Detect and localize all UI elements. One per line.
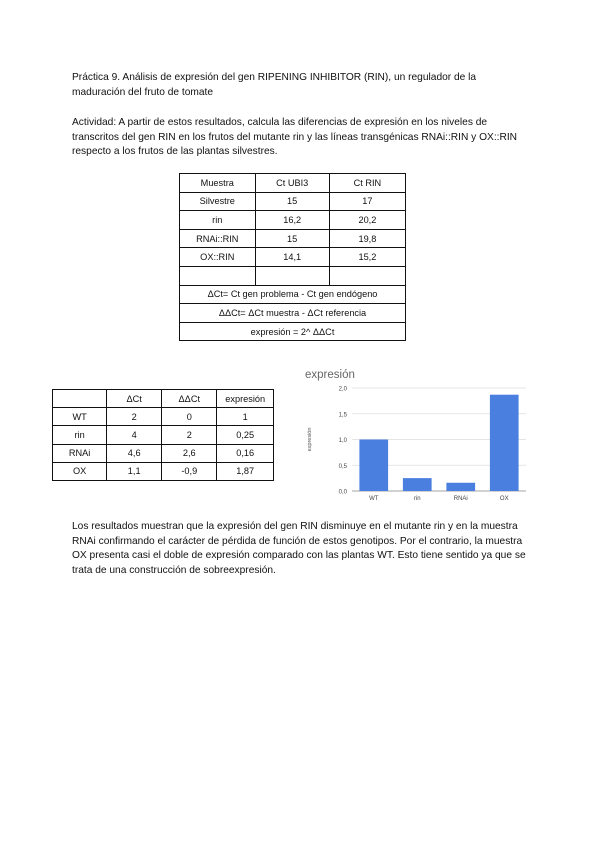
results-cell: WT	[53, 408, 107, 426]
results-row	[53, 408, 274, 426]
y-tick-label: 0,0	[338, 489, 347, 496]
results-header-cell: expresión	[217, 390, 274, 408]
bar-rnai	[446, 483, 475, 491]
bar-ox	[490, 395, 519, 491]
ct-header-cell: Ct RIN	[329, 174, 405, 193]
ct-cell: Silvestre	[180, 192, 256, 211]
results-cell: OX	[53, 462, 107, 480]
results-cell: 2	[162, 426, 217, 444]
formula-delta-delta-ct: ΔΔCt= ΔCt muestra - ΔCt referencia	[180, 304, 406, 323]
results-table	[52, 389, 274, 481]
ct-table-row	[180, 192, 406, 211]
results-cell: 2	[107, 408, 162, 426]
results-cell: 4,6	[107, 444, 162, 462]
x-tick-label: WT	[369, 496, 379, 502]
results-row	[53, 444, 274, 462]
ct-cell	[255, 266, 329, 285]
ct-cell	[329, 266, 405, 285]
ct-cell: 15	[255, 229, 329, 248]
results-cell: 1,87	[217, 462, 274, 480]
ct-cell: 17	[329, 192, 405, 211]
activity-text: Actividad: A partir de estos resultados, calcula las diferencias de expresión en los niveles de transcritos del gen RIN en los frutos del mutante rin y las líneas transgénicas RNAi::RIN y OX::RIN respecto a los frutos de las plantas silvestres.	[72, 117, 518, 157]
results-cell: 2,6	[162, 444, 217, 462]
y-tick-label: 1,0	[338, 438, 347, 444]
ct-header-cell: Ct UBI3	[255, 174, 329, 193]
results-cell: 0,25	[217, 426, 274, 444]
results-cell: 4	[107, 426, 162, 444]
formula-expression: expresión = 2^ ΔΔCt	[180, 322, 406, 341]
results-cell: -0,9	[162, 462, 217, 480]
chart-svg	[300, 362, 530, 510]
ct-cell: 20,2	[329, 211, 405, 230]
bar-wt	[359, 440, 388, 492]
results-row	[53, 462, 274, 480]
formula-row	[180, 304, 406, 323]
y-tick-label: 1,5	[338, 412, 347, 419]
ct-cell	[180, 266, 256, 285]
ct-table-header-row	[180, 174, 406, 193]
ct-table-row	[180, 211, 406, 230]
x-tick-label: rin	[413, 496, 421, 502]
page-title: Práctica 9. Análisis de expresión del gen RIPENING INHIBITOR (RIN), un regulador de la maduración del fruto de tomate	[72, 72, 477, 98]
results-cell: 0	[162, 408, 217, 426]
y-tick-label: 2,0	[338, 386, 347, 393]
chart-title: expresión	[305, 369, 355, 381]
results-header-row	[53, 390, 274, 408]
x-tick-label: OX	[499, 496, 509, 502]
expression-chart	[300, 362, 530, 510]
ct-cell: 15	[255, 192, 329, 211]
ct-table-row-empty	[180, 266, 406, 285]
results-cell: RNAi	[53, 444, 107, 462]
results-cell: rin	[53, 426, 107, 444]
formula-row	[180, 285, 406, 304]
results-row	[53, 426, 274, 444]
x-tick-label: RNAi	[453, 496, 468, 502]
formula-delta-ct: ΔCt= Ct gen problema - Ct gen endógeno	[180, 285, 406, 304]
results-header-cell: ΔCt	[107, 390, 162, 408]
results-cell: 1,1	[107, 462, 162, 480]
conclusion-text: Los resultados muestran que la expresión del gen RIN disminuye en el mutante rin y en la muestra RNAi confirmando el carácter de pérdida de función de estos genotipos. Por el contrario, la muestra OX presenta casi el doble de expresión comparado con las plantas WT. Esto tiene sentido ya que se trata de una construcción de sobreexpresión.	[72, 521, 526, 576]
ct-cell: 14,1	[255, 248, 329, 267]
ct-cell: RNAi::RIN	[180, 229, 256, 248]
ct-table-row	[180, 248, 406, 267]
results-header-cell: ΔΔCt	[162, 390, 217, 408]
results-header-cell	[53, 390, 107, 408]
ct-cell: rin	[180, 211, 256, 230]
y-axis-label: expresión	[307, 427, 313, 452]
ct-table-row	[180, 229, 406, 248]
ct-cell: 15,2	[329, 248, 405, 267]
ct-table	[179, 173, 406, 341]
ct-header-cell: Muestra	[180, 174, 256, 193]
ct-cell: OX::RIN	[180, 248, 256, 267]
results-cell: 0,16	[217, 444, 274, 462]
bar-rin	[403, 478, 432, 491]
ct-cell: 16,2	[255, 211, 329, 230]
y-tick-label: 0,5	[338, 463, 347, 470]
results-cell: 1	[217, 408, 274, 426]
ct-cell: 19,8	[329, 229, 405, 248]
formula-row	[180, 322, 406, 341]
